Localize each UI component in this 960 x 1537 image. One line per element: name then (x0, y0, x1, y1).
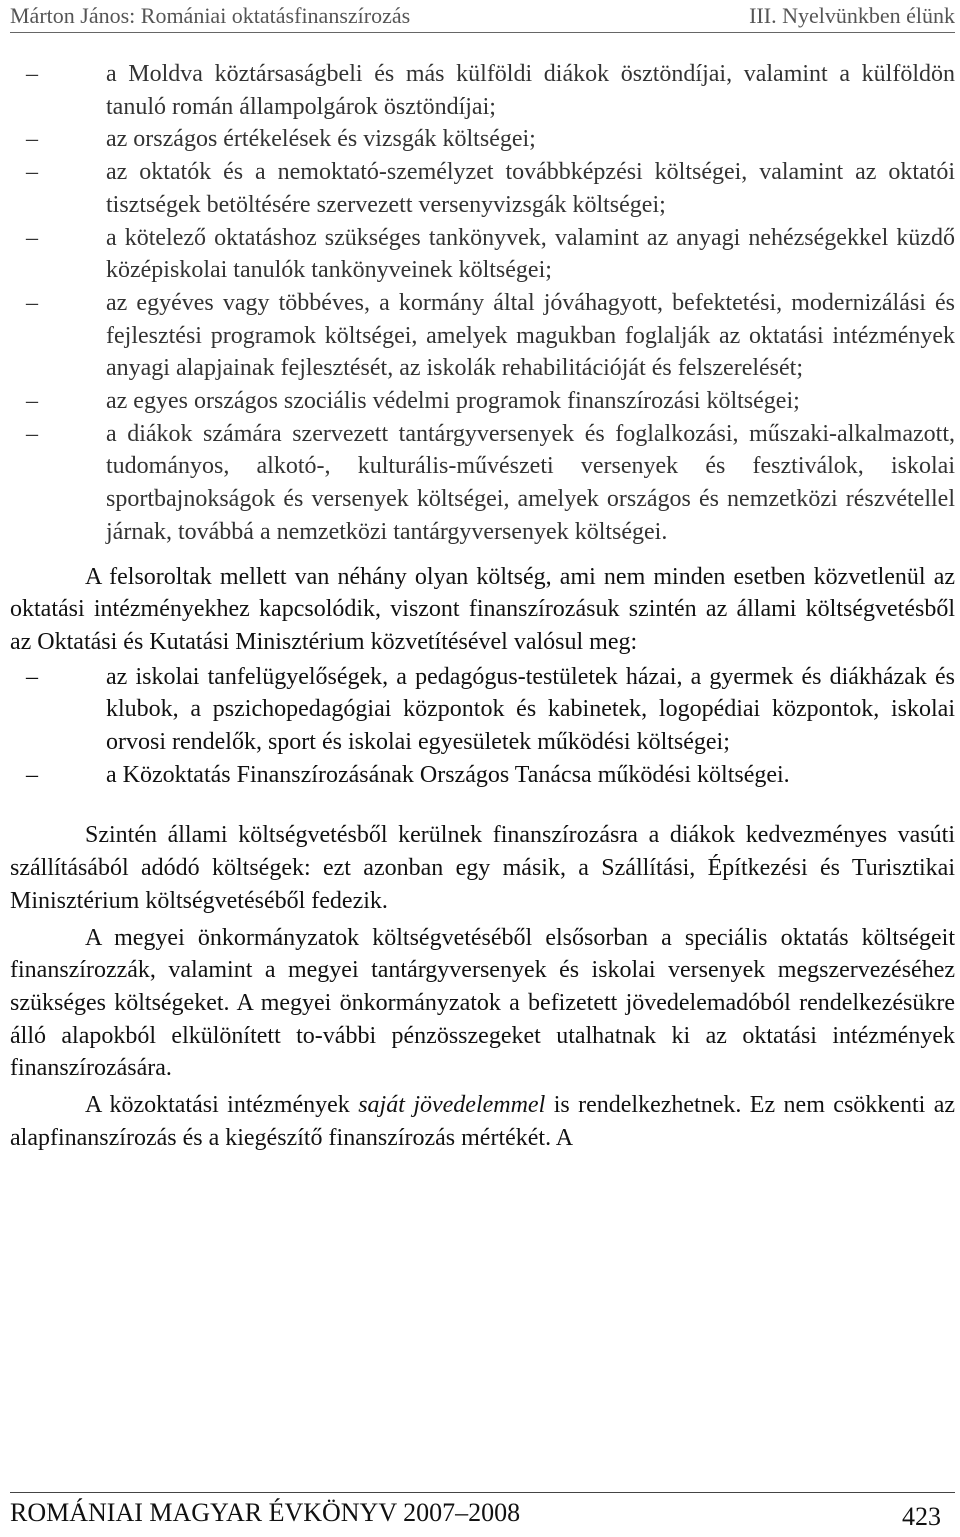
running-header (10, 2, 955, 33)
header-author-title: Márton János: Romániai oktatásfinanszírozás (10, 3, 411, 28)
running-footer (10, 1492, 955, 1533)
body-text (10, 58, 955, 1155)
cost-list-2 (10, 661, 955, 792)
paragraph-rail-transport: Szintén állami költségvetésből kerülnek finanszírozásra a diákok kedvezményes vasúti szállításából adódó költségek: ezt azonban egy másik, a Szállítási, Építkezési és Turisztikai Minisztérium költségvetéséből fedezik. (10, 822, 955, 914)
list-item: – az oktatók és a nemoktató-személyzet továbbképzési költségei, valamint az oktatói tisztségek betöltésére szervezett versenyvizsgák költségei; (10, 156, 955, 221)
dash-bullet: – (26, 224, 38, 251)
list-item: – a Moldva köztársaságbeli és más külföldi diákok ösztöndíjai, valamint a külföldön tanuló román állampolgárok ösztöndíjai; (10, 58, 955, 123)
dash-bullet: – (26, 159, 38, 186)
list-item: – a kötelező oktatáshoz szükséges tankönyvek, valamint az anyagi nehézségekkel küzdő középiskolai tanulók tankönyveinek költségei; (10, 222, 955, 287)
footer-publication-title: ROMÁNIAI MAGYAR ÉVKÖNYV 2007–2008 (10, 1498, 521, 1527)
dash-bullet: – (26, 663, 38, 690)
dash-bullet: – (26, 61, 38, 87)
paragraph-county-budget: A megyei önkormányzatok költségvetéséből elsősorban a speciális oktatás költségeit finanszírozzák, valamint a megyei tantárgyversenyek és iskolai versenyek megszervezéséhez szükséges költségeket. A megyei önkormányzatok a befizetett jövedelemadóból rendelkezésükre álló alapokból elkülönített to-vábbi pénzösszegeket utalhatnak ki az oktatási intézmények finanszírozására. (10, 924, 955, 1082)
list-item: – a Közoktatás Finanszírozásának Országos Tanácsa működési költségei. (10, 759, 955, 792)
paragraph-additional-costs: A felsoroltak mellett van néhány olyan költség, ami nem minden esetben közvetlenül az oktatási intézményekhez kapcsolódik, viszont finanszírozásuk szintén az állami költségvetésből az Oktatási és Kutatási Minisztérium közvetítésével valósul meg: (10, 563, 955, 655)
dash-bullet: – (26, 289, 38, 316)
list-item: – az iskolai tanfelügyelőségek, a pedagógus-testületek házai, a gyermek és diákházak és klubok, a pszichopedagógiai központok és kabinetek, logopédiai központok, iskolai orvosi rendelők, sport és iskolai egyesületek működési költségei; (10, 661, 955, 759)
list-item: – a diákok számára szervezett tantárgyversenyek és foglalkozási, műszaki-alkalmazott, tudományos, alkotó-, kulturális-művészeti versenyek és fesztiválok, iskolai sportbajnokságok és versenyek költségei, amelyek országos és nemzetközi részvétellel járnak, továbbá a nemzetközi tantárgyversenyek költségei. (10, 418, 955, 549)
emphasis-own-income: saját jövedelemmel (358, 1092, 546, 1119)
dash-bullet: – (26, 126, 38, 153)
dash-bullet: – (26, 388, 38, 415)
page-number: 423 (902, 1502, 941, 1531)
list-item: – az országos értékelések és vizsgák költségei; (10, 123, 955, 156)
list-item: – az egyes országos szociális védelmi programok finanszírozási költségei; (10, 385, 955, 418)
paragraph-own-income: A közoktatási intézmények saját jövedelemmel is rendelkezhetnek. Ez nem csökkenti az alapfinanszírozás és a kiegészítő finanszírozás mértékét. A (10, 1092, 956, 1151)
dash-bullet: – (26, 420, 38, 447)
cost-list-1 (10, 58, 955, 549)
dash-bullet: – (26, 761, 38, 788)
list-item: – az egyéves vagy többéves, a kormány által jóváhagyott, befektetési, modernizálási és fejlesztési programok költségei, amelyek magukban foglalják az oktatási intézmények anyagi alapjainak fejlesztését, az iskolák rehabilitációját és felszerelését; (10, 287, 955, 385)
header-section-title: III. Nyelvünkben élünk (749, 3, 955, 28)
document-page (10, 0, 955, 1534)
